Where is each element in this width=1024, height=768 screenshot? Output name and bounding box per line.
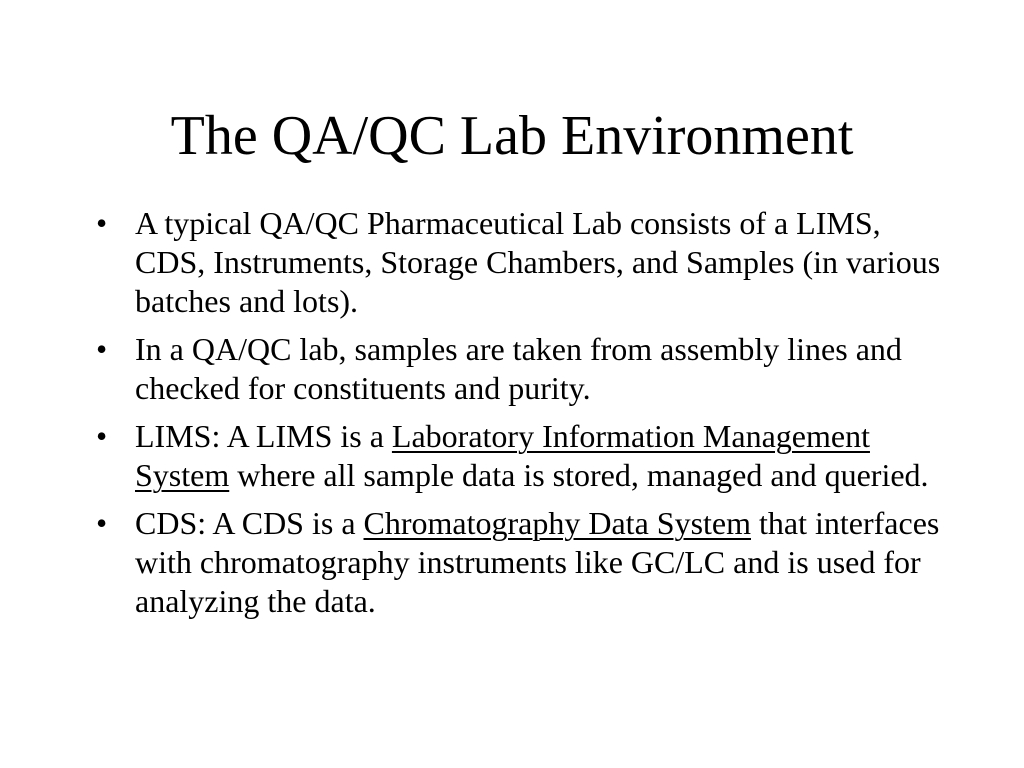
bullet-marker: • — [96, 205, 108, 241]
bullet-text-tail: where all sample data is stored, managed and queried. — [229, 457, 929, 493]
bullet-marker: • — [96, 418, 108, 454]
bullet-text-lead: CDS: A CDS is a — [135, 505, 364, 541]
bullet-text: In a QA/QC lab, samples are taken from assembly lines and checked for constituents and purity. — [135, 331, 902, 406]
bullet-marker: • — [96, 505, 108, 541]
bullet-text: A typical QA/QC Pharmaceutical Lab consists of a LIMS, CDS, Instruments, Storage Chambers, and Samples (in various batches and lots). — [135, 205, 941, 319]
bullet-text-lead: LIMS: A LIMS is a — [135, 418, 392, 454]
bullet-list — [96, 204, 956, 630]
slide-title: The QA/QC Lab Environment — [170, 105, 854, 167]
bullet-text-tail: that interfaces with chromatography instruments like GC/LC and is used for analyzing the data. — [135, 505, 940, 619]
bullet-item — [96, 204, 956, 321]
bullet-item — [96, 504, 956, 621]
underlined-term: Laboratory Information Management System — [135, 418, 870, 493]
bullet-item — [96, 330, 956, 408]
bullet-marker: • — [96, 331, 108, 367]
bullet-item — [96, 417, 956, 495]
underlined-term: Chromatography Data System — [363, 505, 751, 541]
